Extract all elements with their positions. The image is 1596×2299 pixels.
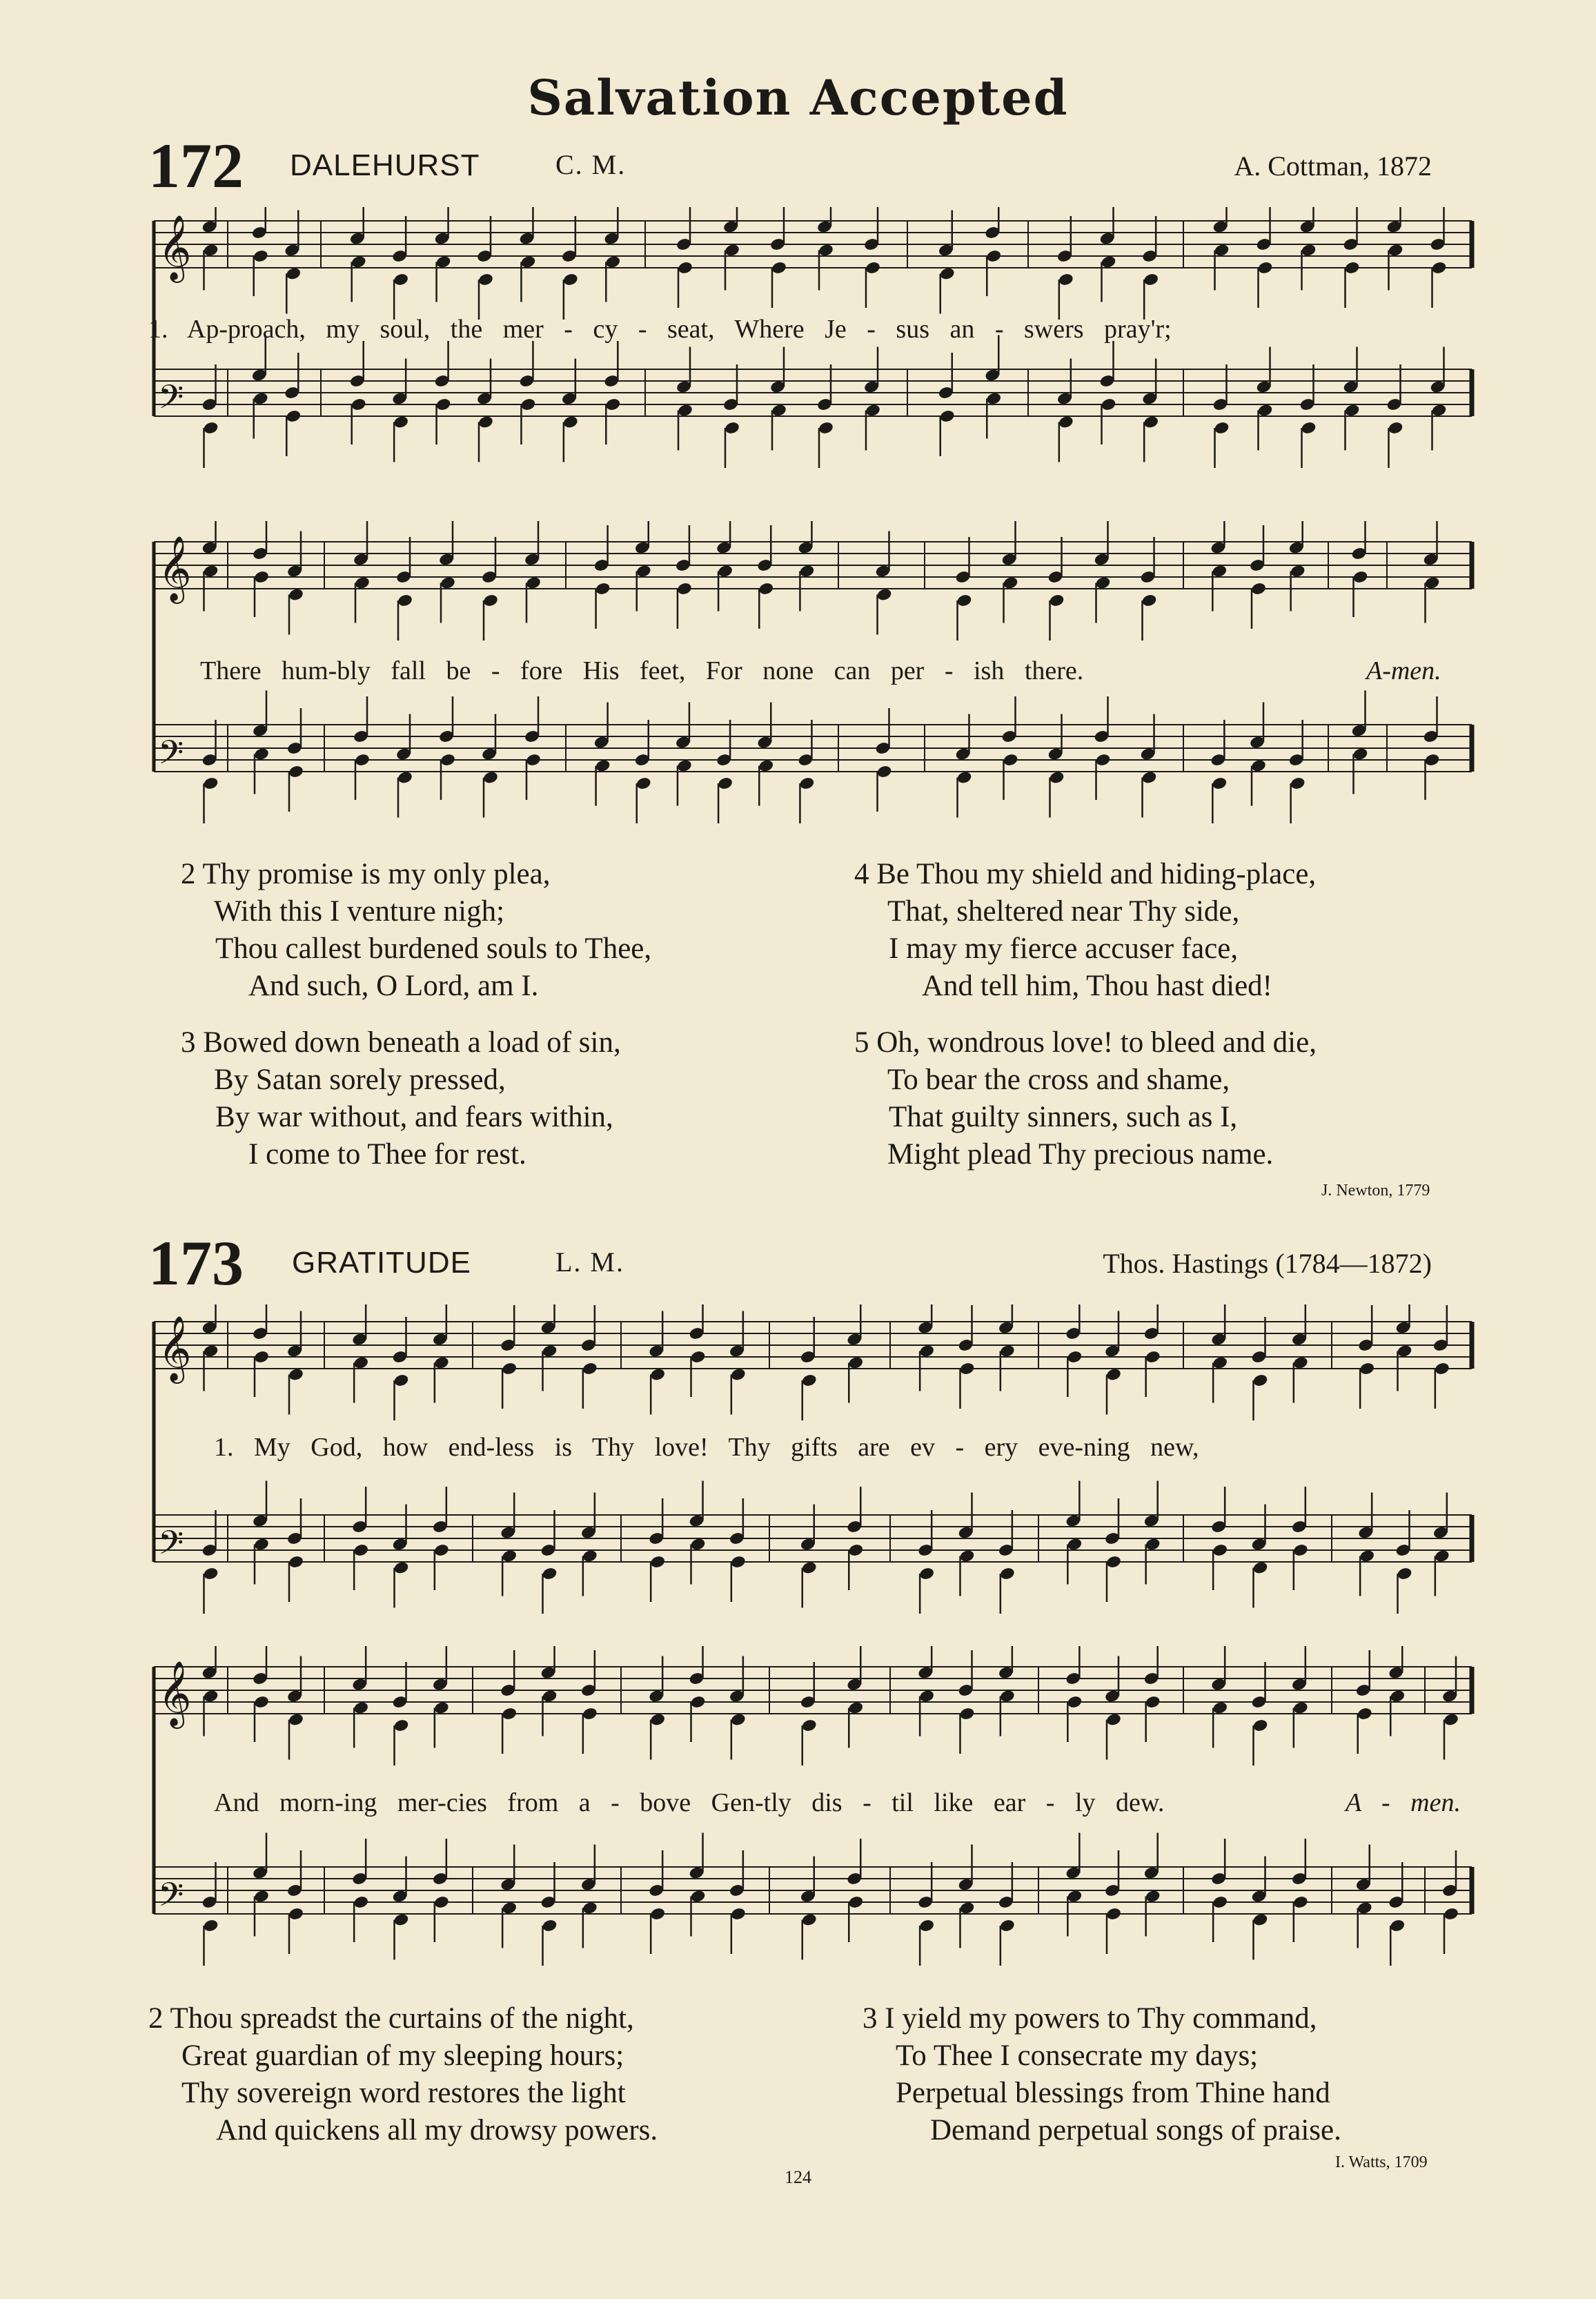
notehead — [525, 753, 542, 767]
notehead — [1105, 1367, 1122, 1382]
notehead — [1257, 261, 1274, 275]
notehead — [1397, 1344, 1413, 1358]
verse-line: 2 Thou spreadst the curtains of the night, — [148, 2002, 634, 2035]
notehead — [1352, 747, 1369, 761]
notehead — [1212, 1356, 1228, 1370]
notehead — [847, 1895, 864, 1910]
notehead — [798, 564, 815, 578]
notehead — [393, 1912, 410, 1927]
notehead — [730, 1367, 747, 1382]
notehead — [730, 1712, 747, 1727]
treble-clef-icon: 𝄞 — [158, 1661, 192, 1726]
notehead — [353, 1701, 369, 1715]
notehead — [771, 403, 787, 418]
notehead — [203, 1689, 219, 1703]
text-credit: I. Watts, 1709 — [1335, 2153, 1428, 2171]
verse-line: To Thee I consecrate my days; — [896, 2039, 1259, 2072]
notehead — [1066, 1537, 1083, 1552]
notehead — [1357, 1707, 1373, 1721]
verse-line: 2 Thy promise is my only plea, — [181, 858, 551, 890]
notehead — [1431, 403, 1448, 418]
notehead — [959, 1901, 976, 1915]
notehead — [525, 576, 542, 590]
notehead — [1095, 753, 1112, 767]
verse-line: Great guardian of my sleeping hours; — [181, 2039, 624, 2072]
notehead — [1212, 1895, 1228, 1910]
notehead — [1434, 1549, 1450, 1563]
notehead — [918, 1344, 935, 1358]
verse — [181, 1024, 651, 1173]
notehead — [1145, 1350, 1161, 1364]
lyric-text: 1. Ap-proach, my soul, the mer - cy - seat, Where Je - sus an - swers pray'r; — [148, 315, 1172, 344]
verse-line: By war without, and fears within, — [215, 1101, 613, 1133]
notehead — [801, 1561, 818, 1575]
notehead — [676, 582, 693, 596]
notehead — [1292, 1895, 1309, 1910]
notehead — [690, 1695, 707, 1710]
bass-clef-icon: 𝄢 — [158, 733, 184, 780]
notehead — [253, 1889, 270, 1904]
verse-line: 3 I yield my powers to Thy command, — [863, 2002, 1317, 2035]
notehead — [1388, 243, 1404, 257]
verse-line: Perpetual blessings from Thine hand — [896, 2077, 1330, 2109]
notehead — [542, 1344, 558, 1358]
notehead — [433, 1701, 450, 1715]
verse-line: Might plead Thy precious name. — [887, 1138, 1274, 1171]
page-number: 124 — [785, 2167, 811, 2187]
treble-clef-icon: 𝄞 — [158, 536, 192, 601]
amen-text: A - men. — [1346, 1788, 1461, 1817]
notehead — [1397, 1567, 1413, 1581]
notehead — [1145, 1695, 1161, 1710]
verse — [181, 856, 651, 1005]
notehead — [876, 765, 893, 779]
notehead — [985, 249, 1002, 264]
notehead — [939, 266, 956, 281]
verse-line: 4 Be Thou my shield and hiding-place, — [854, 858, 1317, 890]
notehead — [435, 255, 452, 269]
notehead — [288, 765, 304, 779]
notehead — [604, 255, 621, 269]
notehead — [1389, 1689, 1406, 1703]
notehead — [433, 1895, 450, 1910]
notehead — [1101, 398, 1117, 412]
verse-column-right — [854, 856, 1317, 1193]
hymn-number: 173 — [148, 1228, 244, 1298]
music-system — [148, 207, 1484, 497]
notehead — [999, 1919, 1016, 1933]
verse-line: I may my fierce accuser face, — [889, 932, 1239, 965]
notehead — [542, 1689, 558, 1703]
notehead — [1290, 776, 1306, 791]
notehead — [203, 1567, 219, 1581]
verse-line: Demand perpetual songs of praise. — [930, 2114, 1341, 2146]
notehead — [865, 261, 881, 275]
notehead — [288, 1367, 304, 1382]
notehead — [801, 1373, 818, 1388]
notehead — [203, 421, 219, 436]
verse — [854, 856, 1317, 1005]
notehead — [801, 1719, 818, 1733]
notehead — [1145, 1537, 1161, 1552]
notehead — [918, 1919, 935, 1933]
verse-line: Thou callest burdened souls to Thee, — [215, 932, 652, 965]
notehead — [1211, 776, 1228, 791]
notehead — [393, 1373, 410, 1388]
notehead — [542, 1567, 558, 1581]
notehead — [999, 1567, 1016, 1581]
tune-name: GRATITUDE — [292, 1246, 471, 1280]
notehead — [1250, 759, 1267, 773]
notehead — [956, 770, 973, 785]
notehead — [1292, 1356, 1309, 1370]
notehead — [253, 747, 270, 761]
notehead — [288, 587, 304, 602]
notehead — [1301, 243, 1317, 257]
notehead — [724, 421, 740, 436]
notehead — [353, 1543, 369, 1558]
notehead — [1292, 1701, 1309, 1715]
notehead — [1352, 570, 1369, 585]
notehead — [1141, 594, 1158, 608]
notehead — [676, 759, 693, 773]
notehead — [649, 1907, 666, 1921]
lyric-text: There hum-bly fall be - fore His feet, For none can per - ish there. — [200, 656, 1084, 685]
verse — [863, 2000, 1341, 2149]
meter: C. M. — [555, 149, 627, 180]
lyric-text: And morn-ing mer-cies from a - bove Gen-tly dis - til like ear - ly dew. — [214, 1788, 1165, 1817]
notehead — [351, 398, 367, 412]
notehead — [1389, 1919, 1406, 1933]
notehead — [1066, 1889, 1083, 1904]
notehead — [501, 1707, 518, 1721]
notehead — [1143, 415, 1159, 429]
notehead — [397, 594, 413, 608]
treble-clef-icon: 𝄞 — [158, 1315, 192, 1381]
notehead — [985, 391, 1002, 406]
notehead — [1058, 273, 1074, 287]
notehead — [1066, 1695, 1083, 1710]
notehead — [582, 1707, 598, 1721]
notehead — [1443, 1712, 1459, 1727]
notehead — [1252, 1719, 1269, 1733]
notehead — [918, 1567, 935, 1581]
notehead — [865, 403, 881, 418]
meter: L. M. — [555, 1246, 624, 1278]
lyric-line — [200, 656, 1535, 686]
bass-clef-icon: 𝄢 — [158, 378, 184, 424]
notehead — [1344, 261, 1361, 275]
notehead — [393, 1561, 410, 1575]
notehead — [649, 1555, 666, 1569]
notehead — [1212, 1543, 1228, 1558]
notehead — [1290, 564, 1306, 578]
notehead — [253, 1695, 270, 1710]
notehead — [771, 261, 787, 275]
notehead — [595, 759, 611, 773]
notehead — [1344, 403, 1361, 418]
verse-line: And such, O Lord, am I. — [248, 970, 539, 1002]
tune-name: DALEHURST — [290, 148, 480, 182]
music-system — [148, 1304, 1484, 1622]
notehead — [1105, 1712, 1122, 1727]
notehead — [801, 1912, 818, 1927]
notehead — [354, 576, 371, 590]
staff-notation — [148, 207, 1484, 497]
notehead — [730, 1555, 747, 1569]
notehead — [477, 273, 494, 287]
notehead — [253, 570, 270, 585]
notehead — [818, 243, 834, 257]
notehead — [999, 1344, 1016, 1358]
notehead — [433, 1543, 450, 1558]
hymn-header — [148, 130, 1432, 201]
notehead — [1359, 1549, 1375, 1563]
notehead — [440, 576, 456, 590]
notehead — [1145, 1889, 1161, 1904]
verse — [148, 2000, 658, 2149]
notehead — [351, 255, 367, 269]
notehead — [582, 1362, 598, 1376]
notehead — [253, 391, 269, 406]
notehead — [253, 249, 269, 264]
notehead — [818, 421, 834, 436]
verse-column-left — [148, 2000, 658, 2169]
notehead — [1214, 243, 1230, 257]
notehead — [677, 403, 693, 418]
notehead — [1143, 273, 1159, 287]
verse — [854, 1024, 1317, 1173]
notehead — [1424, 576, 1441, 590]
notehead — [690, 1537, 707, 1552]
notehead — [1250, 582, 1267, 596]
notehead — [1357, 1901, 1373, 1915]
notehead — [397, 770, 413, 785]
notehead — [1211, 564, 1228, 578]
notehead — [520, 398, 536, 412]
amen-text: A-men. — [1366, 656, 1441, 685]
music-system — [148, 1646, 1484, 1974]
staff-notation — [148, 1304, 1484, 1622]
text-credit: J. Newton, 1779 — [1321, 1182, 1430, 1200]
notehead — [1252, 1373, 1269, 1388]
notehead — [1359, 1362, 1375, 1376]
notehead — [1443, 1907, 1459, 1921]
notehead — [1212, 1701, 1228, 1715]
verse-line: With this I venture nigh; — [214, 895, 505, 928]
notehead — [1105, 1907, 1122, 1921]
notehead — [203, 1344, 219, 1358]
notehead — [203, 776, 219, 791]
notehead — [501, 1362, 518, 1376]
notehead — [1058, 415, 1074, 429]
notehead — [604, 398, 621, 412]
notehead — [918, 1689, 935, 1703]
notehead — [649, 1367, 666, 1382]
notehead — [959, 1549, 976, 1563]
notehead — [477, 415, 494, 429]
notehead — [435, 398, 452, 412]
notehead — [582, 1901, 598, 1915]
notehead — [288, 1907, 304, 1921]
notehead — [999, 1689, 1016, 1703]
notehead — [1388, 421, 1404, 436]
notehead — [1066, 1350, 1083, 1364]
notehead — [203, 564, 219, 578]
verse-line: By Satan sorely pressed, — [214, 1064, 506, 1096]
verse-line: And tell him, Thou hast died! — [922, 970, 1272, 1002]
verse-line: And quickens all my drowsy powers. — [216, 2114, 658, 2146]
notehead — [288, 1712, 304, 1727]
notehead — [582, 1549, 598, 1563]
notehead — [847, 1543, 864, 1558]
notehead — [253, 1350, 270, 1364]
notehead — [1301, 421, 1317, 436]
notehead — [353, 1895, 369, 1910]
notehead — [847, 1356, 864, 1370]
lyric-line — [148, 314, 1484, 344]
notehead — [203, 1919, 219, 1933]
notehead — [959, 1707, 976, 1721]
lyric-text: 1. My God, how end-less is Thy love! Thy gifts are ev - ery eve-ning new, — [214, 1433, 1199, 1462]
notehead — [562, 273, 579, 287]
lyric-line — [214, 1432, 1549, 1462]
notehead — [482, 770, 499, 785]
notehead — [393, 1719, 410, 1733]
notehead — [1424, 753, 1441, 767]
notehead — [717, 564, 733, 578]
verse-line: I come to Thee for rest. — [248, 1138, 526, 1171]
notehead — [1252, 1912, 1269, 1927]
notehead — [724, 243, 740, 257]
notehead — [393, 273, 409, 287]
notehead — [847, 1701, 864, 1715]
notehead — [562, 415, 579, 429]
notehead — [1049, 770, 1065, 785]
notehead — [1214, 421, 1230, 436]
notehead — [1252, 1561, 1269, 1575]
notehead — [1003, 576, 1019, 590]
notehead — [1431, 261, 1448, 275]
notehead — [876, 587, 893, 602]
notehead — [482, 594, 499, 608]
verse-line: 5 Oh, wondrous love! to bleed and die, — [854, 1026, 1317, 1059]
verse-line: That, sheltered near Thy side, — [887, 895, 1240, 928]
verse-line: Thy sovereign word restores the light — [181, 2077, 626, 2109]
notehead — [440, 753, 456, 767]
notehead — [717, 776, 733, 791]
notehead — [1003, 753, 1019, 767]
lyric-line — [214, 1788, 1549, 1818]
notehead — [690, 1350, 707, 1364]
music-system — [148, 521, 1484, 832]
notehead — [1292, 1543, 1309, 1558]
notehead — [956, 594, 973, 608]
verse-column-left — [181, 856, 651, 1193]
notehead — [520, 255, 536, 269]
hymn-header — [148, 1228, 1432, 1298]
notehead — [758, 582, 774, 596]
notehead — [285, 266, 302, 281]
notehead — [1095, 576, 1112, 590]
notehead — [1257, 403, 1274, 418]
notehead — [636, 564, 652, 578]
notehead — [798, 776, 815, 791]
notehead — [690, 1889, 707, 1904]
verse-column-right — [863, 2000, 1341, 2169]
bass-clef-icon: 𝄢 — [158, 1523, 184, 1570]
page-title: Salvation Accepted — [527, 69, 1069, 126]
notehead — [1049, 594, 1065, 608]
composer-credit: Thos. Hastings (1784—1872) — [1103, 1248, 1432, 1279]
notehead — [1101, 255, 1117, 269]
notehead — [285, 409, 302, 424]
notehead — [939, 409, 956, 424]
bass-clef-icon: 𝄢 — [158, 1875, 184, 1922]
notehead — [1141, 770, 1158, 785]
treble-clef-icon: 𝄞 — [158, 215, 192, 280]
notehead — [393, 415, 409, 429]
notehead — [1434, 1362, 1450, 1376]
notehead — [959, 1362, 976, 1376]
hymn-number: 172 — [148, 130, 244, 201]
notehead — [501, 1901, 518, 1915]
notehead — [636, 776, 652, 791]
notehead — [288, 1555, 304, 1569]
notehead — [354, 753, 371, 767]
verse-line: That guilty sinners, such as I, — [889, 1101, 1238, 1133]
notehead — [1105, 1555, 1122, 1569]
notehead — [542, 1919, 558, 1933]
verse-line: 3 Bowed down beneath a load of sin, — [181, 1026, 621, 1059]
notehead — [203, 243, 219, 257]
notehead — [353, 1356, 369, 1370]
notehead — [730, 1907, 747, 1921]
verse-line: To bear the cross and shame, — [887, 1064, 1230, 1096]
notehead — [501, 1549, 518, 1563]
composer-credit: A. Cottman, 1872 — [1234, 150, 1432, 182]
notehead — [649, 1712, 666, 1727]
notehead — [758, 759, 774, 773]
notehead — [253, 1537, 270, 1552]
notehead — [433, 1356, 450, 1370]
notehead — [595, 582, 611, 596]
notehead — [677, 261, 693, 275]
